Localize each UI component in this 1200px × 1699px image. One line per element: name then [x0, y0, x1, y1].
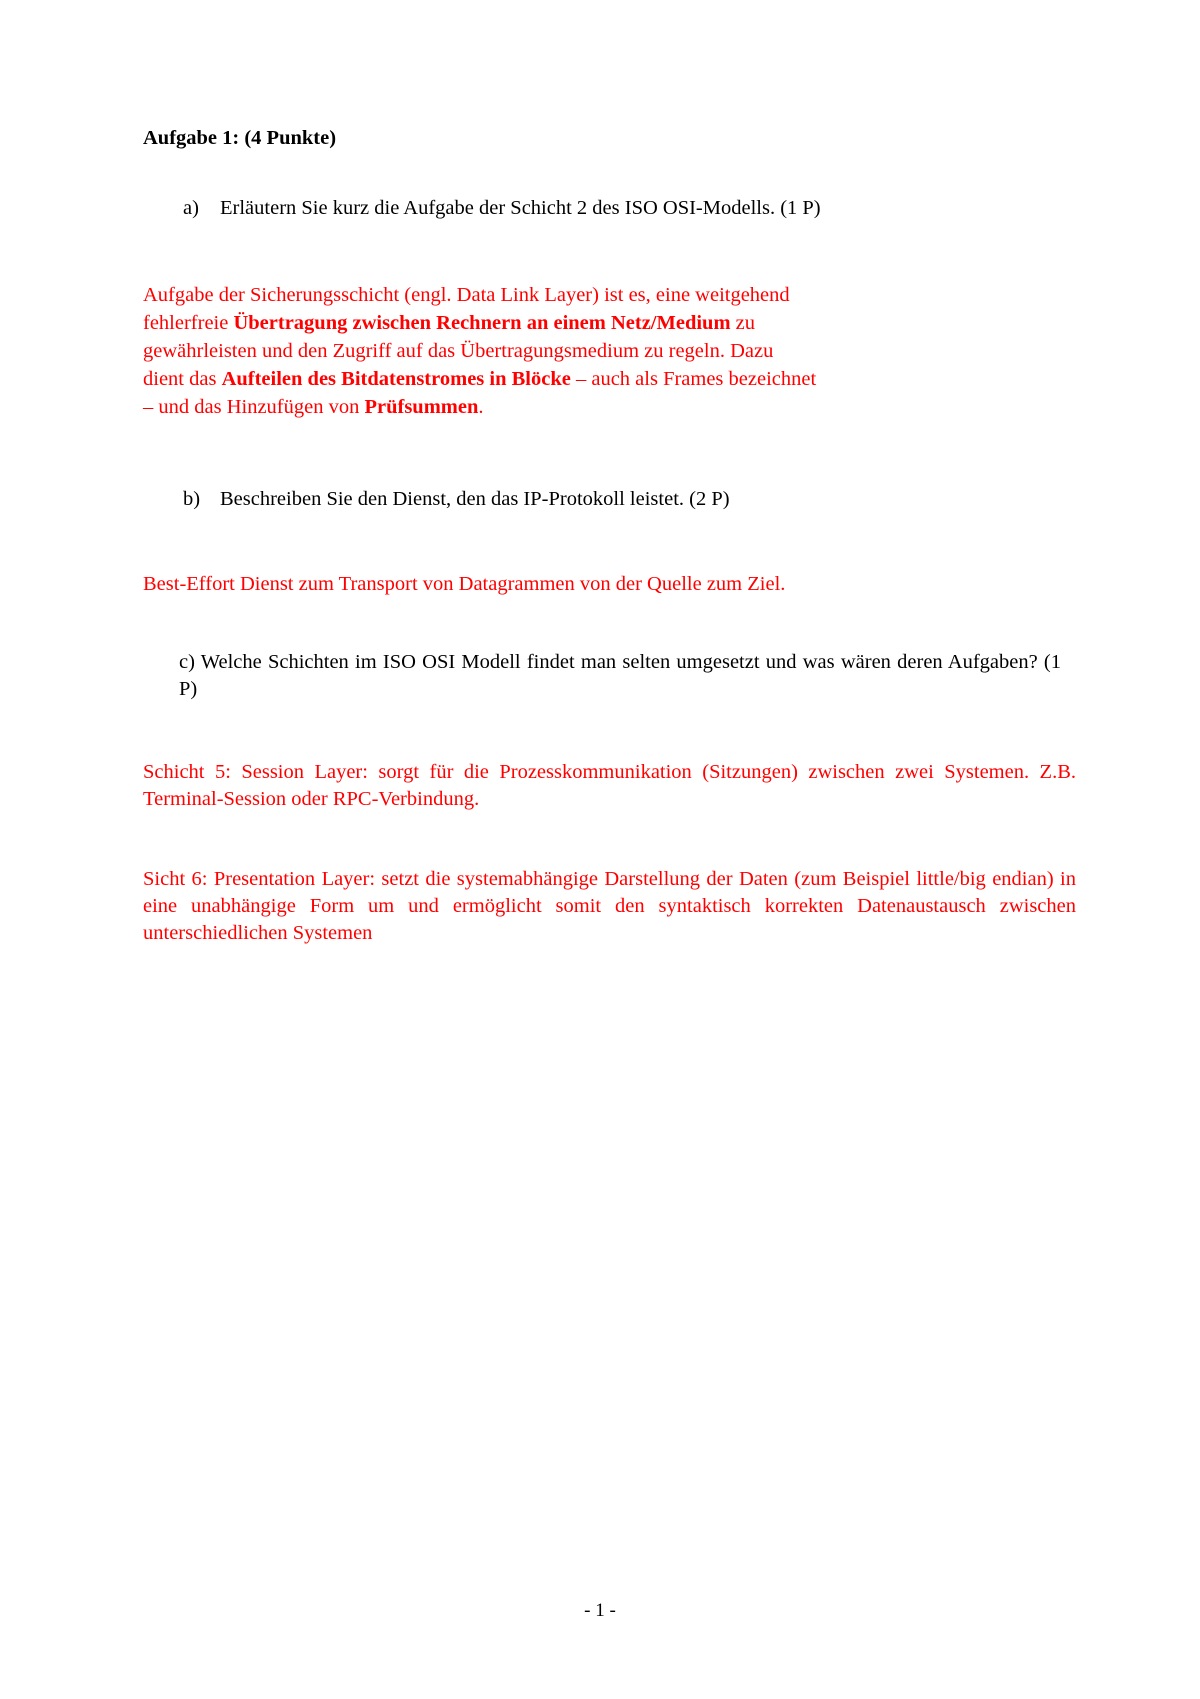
question-b: [183, 485, 730, 513]
answer-b: Best-Effort Dienst zum Transport von Datagrammen von der Quelle zum Ziel.: [143, 573, 786, 595]
answer-a-line-1: Aufgabe der Sicherungsschicht (engl. Data Link Layer) ist es, eine weitgehend: [143, 284, 790, 306]
question-b-text: Beschreiben Sie den Dienst, den das IP-Protokoll leistet. (2 P): [220, 488, 730, 510]
answer-c-session-layer: Schicht 5: Session Layer: sorgt für die Prozesskommunikation (Sitzungen) zwischen zwei Systemen. Z.B. Terminal-Session oder RPC-Verbindung.: [143, 761, 1076, 810]
answer-a-line-3: gewährleisten und den Zugriff auf das Übertragungsmedium zu regeln. Dazu: [143, 340, 774, 362]
answer-a-line-5: [143, 393, 484, 421]
question-b-label: b): [183, 488, 201, 510]
answer-a-line-2: [143, 309, 755, 337]
answer-a-emphasis-2: Aufteilen des Bitdatenstromes in Blöcke: [221, 368, 571, 390]
question-a: [183, 194, 821, 222]
answer-a-line-4-pre: dient das: [143, 368, 222, 390]
answer-a-line-2-post: zu: [730, 312, 756, 334]
answer-a-line-5-post: .: [478, 396, 484, 418]
exercise-heading: Aufgabe 1: (4 Punkte): [143, 127, 337, 149]
answer-a-emphasis-3: Prüfsummen: [364, 396, 479, 418]
question-a-label: a): [183, 197, 199, 219]
answer-a-emphasis-1: Übertragung zwischen Rechnern an einem Netz/Medium: [233, 312, 731, 334]
answer-a-line-5-pre: – und das Hinzufügen von: [143, 396, 365, 418]
answer-a-line-4-post: – auch als Frames bezeichnet: [570, 368, 817, 390]
question-a-text: Erläutern Sie kurz die Aufgabe der Schicht 2 des ISO OSI-Modells. (1 P): [220, 197, 821, 219]
question-c: c) Welche Schichten im ISO OSI Modell findet man selten umgesetzt und was wären deren Aufgaben? (1 P): [179, 651, 1061, 700]
answer-a-line-2-pre: fehlerfreie: [143, 312, 234, 334]
answer-c-presentation-layer: Sicht 6: Presentation Layer: setzt die systemabhängige Darstellung der Daten (zum Beispiel little/big endian) in eine unabhängige Form um und ermöglicht somit den syntaktisch korrekten Datenaustausch zwischen unterschiedlichen Systemen: [143, 868, 1076, 944]
page-number: - 1 -: [584, 1600, 616, 1621]
answer-a-line-4: [143, 365, 816, 393]
